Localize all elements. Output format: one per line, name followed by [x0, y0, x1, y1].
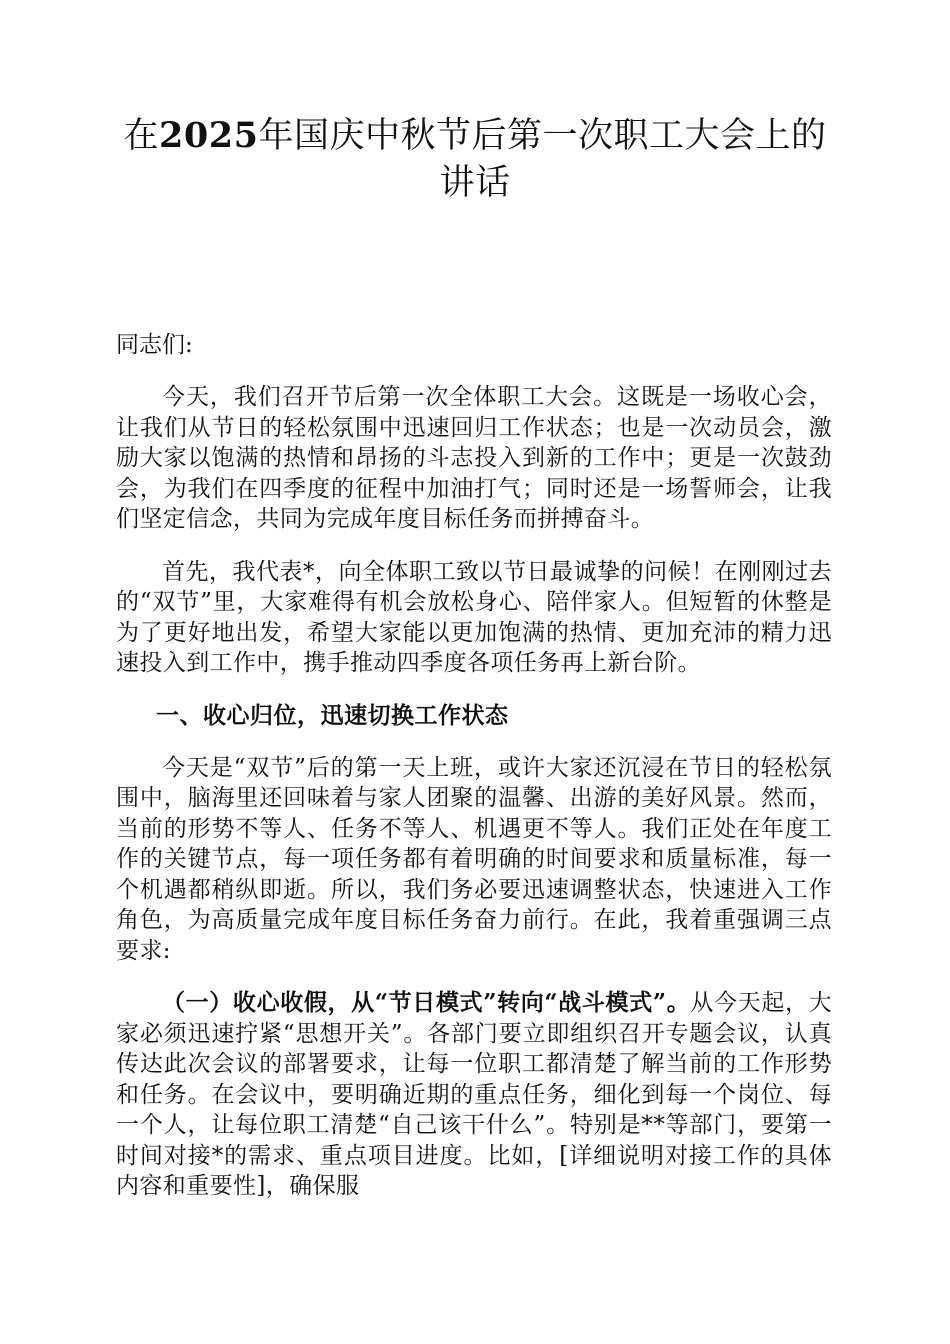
paragraph-greeting: 首先，我代表*，向全体职工致以节日最诚挚的问候！在刚刚过去的“双节”里，大家难得有机会放松身心、陪伴家人。但短暂的休整是为了更好地出发，希望大家能以更加饱满的热情、更加充沛的精力迅速投入到工作中，携手推动四季度各项任务再上新台阶。 — [116, 558, 832, 676]
point-1-text: 从今天起，大家必须迅速拧紧“思想开关”。各部门要立即组织召开专题会议，认真传达此次会议的部署要求，让每一位职工都清楚了解当前的工作形势和任务。在会议中，要明确近期的重点任务，细化到每一个岗位、每一个人，让每位职工清楚“自己该干什么”。特别是**等部门，要第一时间对接*的需求、重点项目进度。比如，[详细说明对接工作的具体内容和重要性]，确保服 — [116, 990, 832, 1199]
title-year: 2025 — [159, 115, 259, 156]
section-heading-1: 一、收心归位，迅速切换工作状态 — [156, 701, 509, 729]
paragraph-point-1 — [116, 988, 832, 1202]
document-body — [116, 330, 832, 1224]
document-title — [110, 112, 840, 207]
paragraph-opening: 今天，我们召开节后第一次全体职工大会。这既是一场收心会，让我们从节日的轻松氛围中迅速回归工作状态；也是一次动员会，激励大家以饱满的热情和昂扬的斗志投入到新的工作中；更是一次鼓劲会，为我们在四季度的征程中加油打气；同时还是一场誓师会，让我们坚定信念，共同为完成年度目标任务而拼搏奋斗。 — [116, 384, 832, 532]
title-rest: 年国庆中秋节后第一次职工大会上的讲话 — [258, 116, 827, 203]
paragraph-section-1: 今天是“双节”后的第一天上班，或许大家还沉浸在节日的轻松氛围中，脑海里还回味着与家人团聚的温馨、出游的美好风景。然而，当前的形势不等人、任务不等人、机遇更不等人。我们正处在年度工作的关键节点，每一项任务都有着明确的时间要求和质量标准，每一个机遇都稍纵即逝。所以，我们务必要迅速调整状态，快速进入工作角色，为高质量完成年度目标任务奋力前行。在此，我着重强调三点要求: — [116, 754, 832, 964]
salutation: 同志们: — [116, 332, 193, 358]
title-prefix: 在 — [123, 116, 160, 156]
point-1-lead: （一）收心收假，从“节日模式”转向“战斗模式”。 — [162, 989, 691, 1016]
